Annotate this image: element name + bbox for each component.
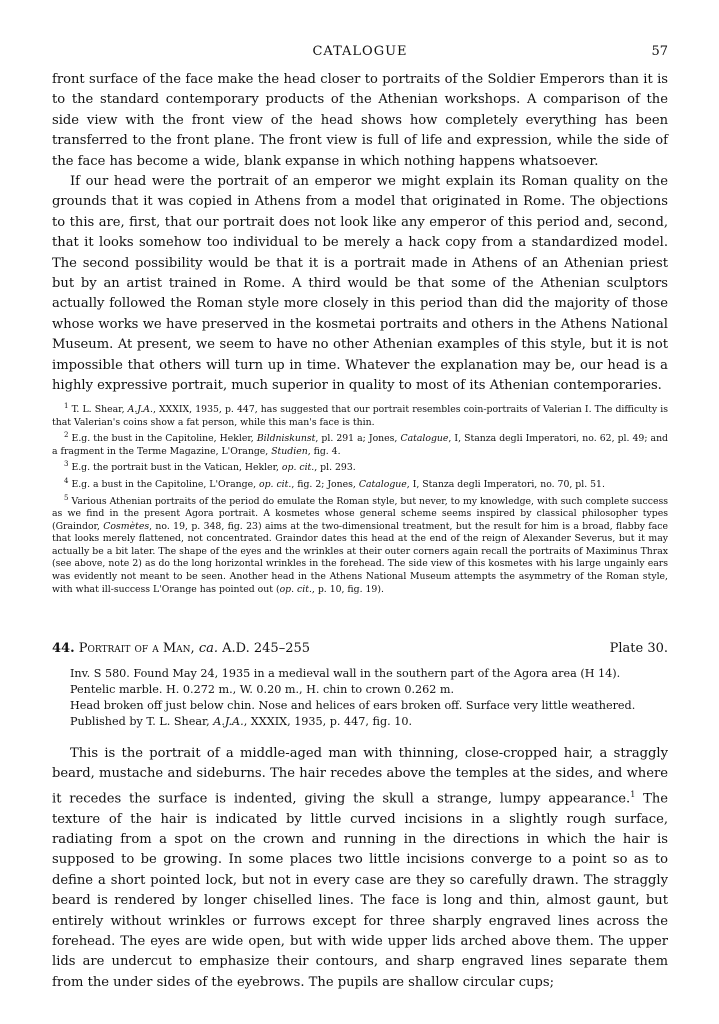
meta-line: Pentelic marble. H. 0.272 m., W. 0.20 m., H. chin to crown 0.262 m. [70, 683, 455, 696]
entry-title: 44. Portrait of a Man, ca. A.D. 245–255 [52, 641, 311, 656]
body-paragraph-1: front surface of the face make the head closer to portraits of the Soldier Emperors than it is to the standard contemporary products of the Athenian workshops. A comparison of the side view with the front view of the head shows how completely everything has been transferred to the front plane. The front view is full of life and expression, while the side of the face has become a wide, blank expanse in which nothing happens whatsoever. [52, 72, 668, 169]
footnote-ref: 1 [630, 789, 636, 799]
meta-published: Published by T. L. Shear, A.J.A., XXXIX, 1935, p. 447, fig. 10. [70, 715, 413, 728]
page-number: 57 [651, 44, 668, 59]
catalogue-entry-heading [52, 641, 668, 661]
footnote-3: $^3$ E.g. the portrait bust in the Vatican, Hekler, op. cit., pl. 293. [64, 460, 356, 474]
entry-number: 44. [52, 641, 75, 656]
running-title: CATALOGUE [312, 44, 408, 59]
footnote-5: $^5$ Various Athenian portraits of the period do emulate the Roman style, but never, to my knowledge, with such complete success as we find in the present Agora portrait. A kosmetes whose general scheme seems inspired by classical philosopher types (Graindor, Cosmètes, no. 19, p. 348, fig. 23) aims at the two-dimensional treatment, but the result for him is a broad, flabby face that looks merely flattened, not concentrated. Graindor dates this head at the end of the reign of Alexander Severus, but it may actually be a bit later. The shape of the eyes and the wrinkles at their outer corners again recall the portraits of Maximinus Thrax (see above, note 2) as do the long horizontal wrinkles in the forehead. The side view of this kosmetes with his large ungainly ears was evidently not meant to be seen. Another head in the Athens National Museum attempts the asymmetry of the Roman style, with what ill-success L'Orange has pointed out (op. cit., p. 10, fig. 19). [52, 493, 668, 595]
running-head [52, 44, 668, 62]
meta-line: Inv. S 580. Found May 24, 1935 in a medieval wall in the southern part of the Agora area (H 14). [70, 667, 621, 680]
body-paragraph-3: This is the portrait of a middle-aged man with thinning, close-cropped hair, a straggly beard, mustache and sideburns. The hair recedes above the temples at the sides, and where it recedes the surface is indented, giving the skull a strange, lumpy appearance.$^1$ The texture of the hair is indicated by little curved incisions in a slightly rough surface, radiating from a spot on the crown and running in the directions in which the hair is supposed to be growing. In some places two little incisions converge to a point so as to define a short pointed lock, but not in every case are they so carefully drawn. The straggly beard is rendered by longer chiselled lines. The face is long and thin, almost gaunt, but entirely without wrinkles or furrows except for three sharply engraved lines across the forehead. The eyes are wide open, but with wide upper lids arched above them. The upper lids are undercut to emphasize their contours, and sharp engraved lines separate them from the under sides of the eyebrows. The pupils are shallow circular cups; [52, 746, 668, 990]
plate-reference: Plate 30. [609, 641, 668, 656]
body-paragraph-2: If our head were the portrait of an emperor we might explain its Roman quality on the grounds that it was copied in Athens from a model that originated in Rome. The objections to this are, first, that our portrait does not look like any emperor of this period and, second, that it looks somehow too individual to be merely a hack copy from a standardized model. The second possibility would be that it is a portrait made in Athens of an Athenian priest but by an artist trained in Rome. A third would be that some of the Athenian sculptors actually followed the Roman style more closely in this period than did the majority of those whose works we have preserved in the kosmetai portraits and others in the Athens National Museum. At present, we seem to have no other Athenian examples of this style, but it is not impossible that others will turn up in time. Whatever the explanation may be, our head is a highly expressive portrait, much superior in quality to most of its Athenian contemporaries. [52, 174, 668, 394]
footnote-1: $^1$ T. L. Shear, A.J.A., XXXIX, 1935, p. 447, has suggested that our portrait resembles coin-portraits of Valerian I. The difficulty is that Valerian's coins show a fat person, while this man's face is thin. [52, 402, 668, 428]
footnote-2: $^2$ E.g. the bust in the Capitoline, Hekler, Bildniskunst, pl. 291 a; Jones, Catalogue, I, Stanza degli Imperatori, no. 62, pl. 49; and a fragment in the Terme Magazine, L'Orange, Studien, fig. 4. [52, 431, 669, 457]
meta-line: Head broken off just below chin. Nose and helices of ears broken off. Surface very little weathered. [70, 699, 636, 712]
footnote-4: $^4$ E.g. a bust in the Capitoline, L'Orange, op. cit., fig. 2; Jones, Catalogue, I, Stanza degli Imperatori, no. 70, pl. 51. [64, 477, 605, 491]
footnotes [52, 400, 668, 596]
entry-metadata [70, 666, 668, 730]
